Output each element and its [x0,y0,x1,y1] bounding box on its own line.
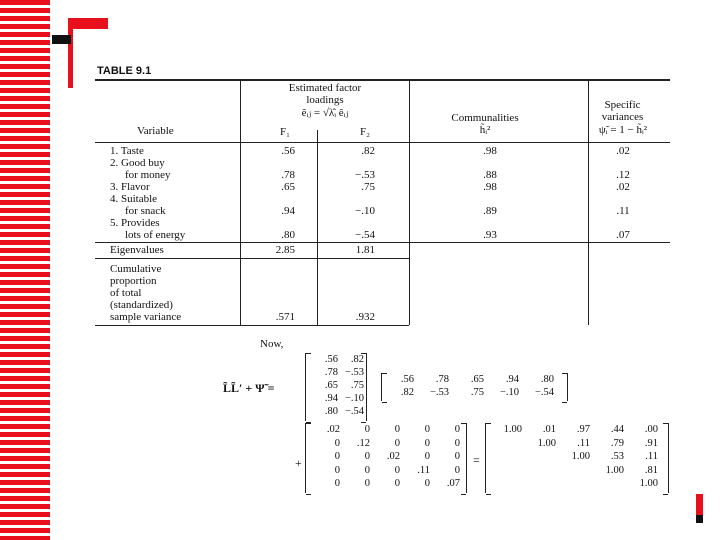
header-loadings-formula: ẽᵢⱼ = √λ̂ᵢ êᵢⱼ [301,107,349,119]
specific-provides: .07 [616,229,630,241]
cumulative-line3: of total [110,287,142,299]
header-variable: Variable [137,125,174,137]
table-bottom-rule [95,325,409,326]
matrix-L-cell: .65 [324,380,338,391]
matrix-psi-cell: 0 [334,437,340,449]
matrix-L-transpose-cell: −.10 [499,387,519,398]
cumulative-line4: (standardized) [110,299,173,311]
matrix-psi-cell: 0 [394,478,400,489]
header-communalities: Communalities [451,112,519,124]
header-specific-line1: Specific [604,99,641,111]
communality-suitable: .89 [483,205,497,217]
matrix-L-transpose-cell: .65 [470,374,484,385]
variable-suitable: 4. Suitable [110,193,158,205]
matrix-R-cell: .11 [577,437,590,449]
f1-suitable: .94 [281,205,295,217]
matrix-psi-cell: .12 [356,437,370,449]
matrix-L-transpose-cell: −.54 [534,387,554,398]
matrix-psi-cell: .07 [446,478,460,489]
f2-good-buy: −.53 [355,169,375,181]
column-rule-2 [317,130,318,325]
matrix-psi-cell: 0 [364,478,370,489]
matrix-L [305,353,367,421]
matrix-R-cell: 1.00 [503,424,522,435]
equals-sign: = [473,453,480,467]
matrix-L-cell: .78 [324,367,338,378]
matrix-psi-cell: .11 [417,464,430,476]
matrix-psi-cell: 0 [364,451,370,462]
matrix-psi-cell: 0 [394,424,400,435]
matrix-psi-cell: 0 [334,478,340,489]
matrix-psi-cell: 0 [454,424,460,435]
matrix-psi-cell: 0 [364,464,370,476]
matrix-R-cell: .01 [542,424,556,435]
table-top-rule [95,79,670,81]
matrix-L-cell: .56 [324,354,338,365]
matrix-L-cell: −.53 [344,367,364,378]
specific-taste: .02 [616,145,630,157]
cumulative-line1: Cumulative [110,263,162,275]
variable-provides-line2: lots of energy [125,229,186,241]
eigen-rule-top [95,242,670,243]
f1-provides: .80 [281,229,295,241]
decorative-red-bar-top [68,18,108,29]
decorative-black-square [696,515,703,523]
cumulative-f2: .932 [355,311,375,323]
matrix-R [485,423,669,493]
matrix-L-transpose-cell: .56 [400,374,414,385]
matrix-R-cell: .44 [610,424,624,435]
matrix-R-cell: .53 [610,451,624,462]
column-rule-3 [409,80,410,325]
variable-good-buy-line2: for money [125,169,171,181]
header-f1: F₁ [280,126,290,138]
specific-suitable: .11 [616,205,630,217]
header-communalities-symbol: h̃ᵢ² [479,124,491,136]
textbook-page [95,60,670,500]
f1-taste: .56 [281,145,295,157]
matrix-R-cell: .81 [644,464,658,476]
communality-good-buy: .88 [483,169,497,181]
matrix-L-cell: .80 [324,406,338,417]
variable-taste: 1. Taste [110,145,144,157]
header-specific-formula: ψ̃ᵢ = 1 − h̃ᵢ² [598,124,648,136]
matrix-psi-cell: 0 [394,437,400,449]
f1-good-buy: .78 [281,169,295,181]
eigen-rule-bottom [95,258,409,259]
table-title: TABLE 9.1 [97,65,152,77]
communality-taste: .98 [483,145,497,157]
matrix-R-cell: 1.00 [605,464,624,476]
f2-taste: .82 [361,145,375,157]
matrix-L-transpose [381,373,568,401]
header-f2: F₂ [360,126,370,138]
f2-flavor: .75 [361,181,375,193]
header-loadings-line1: Estimated factor [288,82,362,94]
variable-suitable-line2: for snack [125,205,166,217]
communality-flavor: .98 [483,181,497,193]
f1-flavor: .65 [281,181,295,193]
matrix-R-cell: 1.00 [537,437,556,449]
matrix-psi-cell: 0 [334,451,340,462]
matrix-R-cell: 1.00 [571,451,590,462]
matrix-L-cell: .94 [324,393,338,404]
header-rule [95,142,670,143]
matrix-L-cell: .75 [350,380,364,391]
matrix-psi-cell: .02 [326,424,340,435]
decorative-stripes [0,0,50,540]
matrix-R-cell: .91 [644,437,658,449]
plus-sign: + [295,456,302,470]
matrix-psi-cell: 0 [334,464,340,476]
decorative-red-bar-bottom [696,494,703,516]
variable-flavor: 3. Flavor [110,181,150,193]
decorative-red-bar-vertical [68,18,73,88]
matrix-L-transpose-cell: −.53 [429,387,449,398]
matrix-L-cell: −.54 [344,406,364,417]
cumulative-line5: sample variance [110,311,182,323]
decorative-black-block [52,35,71,44]
header-specific-line2: variances [601,111,644,123]
now-text: Now, [260,338,284,350]
variable-provides: 5. Provides [110,217,160,229]
matrix-L-transpose-cell: .78 [435,374,449,385]
matrix-psi-cell: 0 [454,437,460,449]
matrix-psi [305,423,467,493]
eigenvalue-f1: 2.85 [275,244,295,256]
matrix-L-cell: .82 [350,354,364,365]
matrix-L-cell: −.10 [344,393,364,404]
matrix-psi-cell: 0 [424,424,430,435]
matrix-R-cell: .97 [576,424,590,435]
matrix-psi-cell: 0 [424,451,430,462]
matrix-L-transpose-cell: .80 [540,374,554,385]
matrix-R-cell: .11 [645,451,658,462]
matrix-L-transpose-cell: .75 [470,387,484,398]
eigenvalue-f2: 1.81 [355,244,375,256]
cumulative-f1: .571 [275,311,295,323]
matrix-R-cell: 1.00 [639,478,658,489]
equation-lhs: L̃L̃′ + Ψ̃ = [223,381,275,395]
matrix-psi-cell: 0 [424,437,430,449]
specific-flavor: .02 [616,181,630,193]
eigenvalues-label: Eigenvalues [110,244,164,256]
specific-good-buy: .12 [616,169,630,181]
variable-good-buy: 2. Good buy [110,157,165,169]
matrix-L-transpose-cell: .82 [400,387,414,398]
matrix-R-cell: .79 [610,437,624,449]
communality-provides: .93 [483,229,497,241]
cumulative-line2: proportion [110,275,157,287]
header-loadings-line2: loadings [306,94,344,106]
matrix-psi-cell: 0 [394,464,400,476]
matrix-psi-cell: 0 [424,478,430,489]
matrix-psi-cell: 0 [454,464,460,476]
matrix-psi-cell: .02 [386,451,400,462]
matrix-L-transpose-cell: .94 [505,374,519,385]
column-rule-1 [240,80,241,325]
column-rule-4 [588,80,589,325]
matrix-psi-cell: 0 [364,424,370,435]
f2-suitable: −.10 [355,205,375,217]
f2-provides: −.54 [355,229,375,241]
matrix-R-cell: .00 [644,424,658,435]
matrix-psi-cell: 0 [454,451,460,462]
